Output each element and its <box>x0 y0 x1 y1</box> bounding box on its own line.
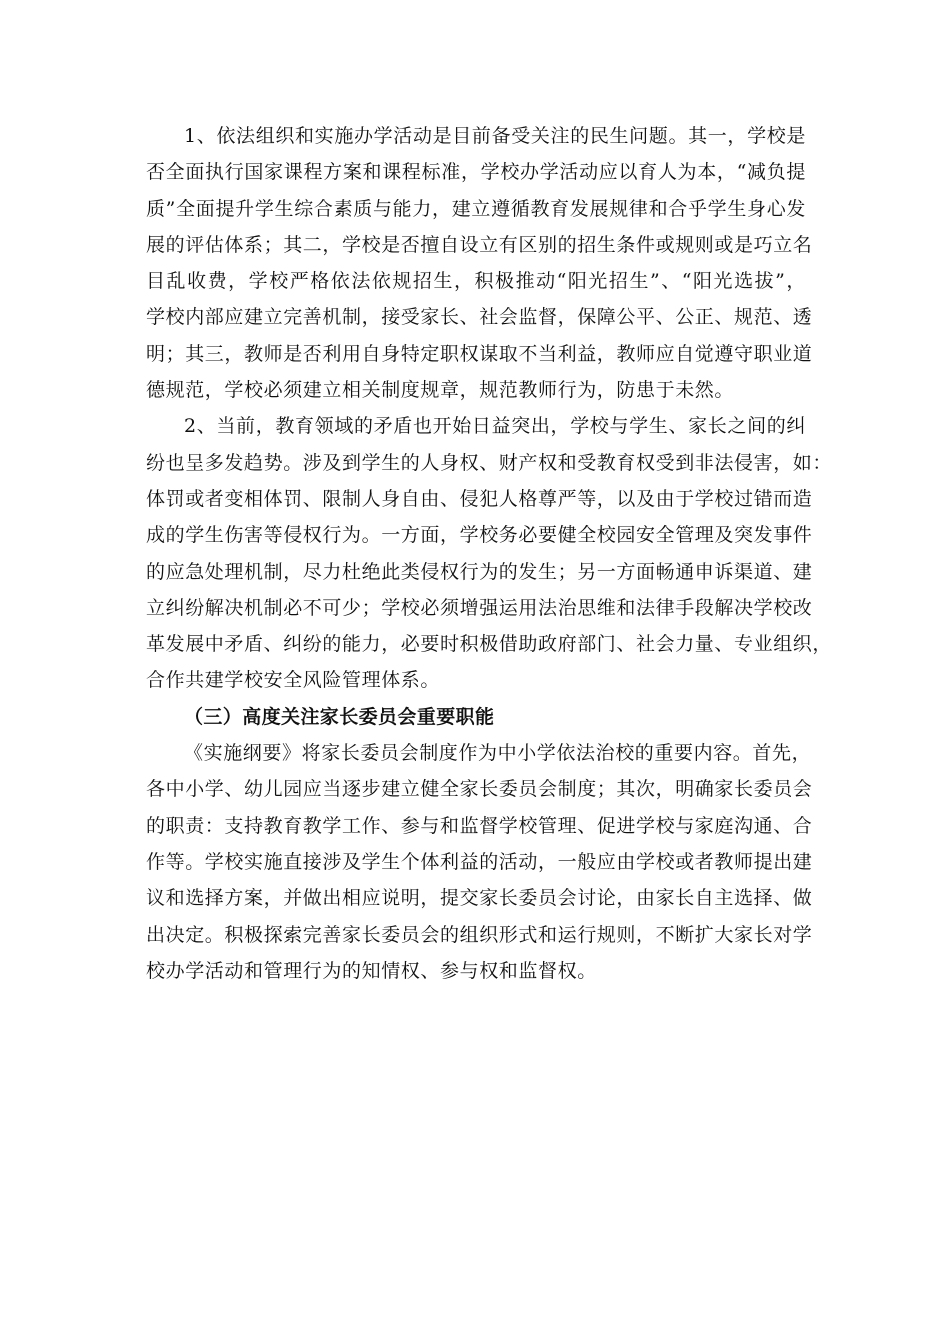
paragraph-line: 议和选择方案，并做出相应说明，提交家长委员会讨论，由家长自主选择、做 <box>146 887 813 910</box>
paragraph-line: 纷也呈多发趋势。涉及到学生的人身权、财产权和受教育权受到非法侵害，如： <box>146 451 833 474</box>
document-body <box>146 118 833 989</box>
paragraph-line: 校办学活动和管理行为的知情权、参与权和监督权。 <box>146 959 597 982</box>
paragraph-line: 目乱收费，学校严格依法依规招生，积极推动“阳光招生”、“阳光选拔”， <box>146 270 806 293</box>
paragraph-line: 出决定。积极探索完善家长委员会的组织形式和运行规则，不断扩大家长对学 <box>146 923 813 946</box>
paragraph-line: 质”全面提升学生综合素质与能力，建立遵循教育发展规律和合乎学生身心发 <box>146 197 806 220</box>
paragraph-line: 作等。学校实施直接涉及学生个体利益的活动，一般应由学校或者教师提出建 <box>146 850 813 873</box>
paragraph-line: 德规范，学校必须建立相关制度规章，规范教师行为，防患于未然。 <box>146 379 735 402</box>
paragraph-line: 成的学生伤害等侵权行为。一方面，学校务必要健全校园安全管理及突发事件 <box>146 524 813 547</box>
paragraph-line: 体罚或者变相体罚、限制人身自由、侵犯人格尊严等，以及由于学校过错而造 <box>146 487 813 510</box>
paragraph-line: 合作共建学校安全风险管理体系。 <box>146 669 441 692</box>
paragraph-line: 明；其三，教师是否利用自身特定职权谋取不当利益，教师应自觉遵守职业道 <box>146 342 813 365</box>
section-heading: （三）高度关注家长委员会重要职能 <box>184 705 495 728</box>
paragraph-line: 各中小学、幼儿园应当逐步建立健全家长委员会制度；其次，明确家长委员会 <box>146 778 813 801</box>
paragraph-line: 的职责：支持教育教学工作、参与和监督学校管理、促进学校与家庭沟通、合 <box>146 814 813 837</box>
paragraph-line: 的应急处理机制，尽力杜绝此类侵权行为的发生；另一方面畅通申诉渠道、建 <box>146 560 813 583</box>
paragraph-line: 否全面执行国家课程方案和课程标准，学校办学活动应以育人为本，“减负提 <box>146 161 806 184</box>
paragraph-line: 学校内部应建立完善机制，接受家长、社会监督，保障公平、公正、规范、透 <box>146 306 813 329</box>
paragraph-line: 展的评估体系；其二，学校是否擅自设立有区别的招生条件或规则或是巧立名 <box>146 233 813 256</box>
paragraph-line: 立纠纷解决机制必不可少；学校必须增强运用法治思维和法律手段解决学校改 <box>146 596 813 619</box>
paragraph-line: 《实施纲要》将家长委员会制度作为中小学依法治校的重要内容。首先， <box>184 742 812 765</box>
paragraph-line: 革发展中矛盾、纠纷的能力，必要时积极借助政府部门、社会力量、专业组织， <box>146 633 833 656</box>
paragraph-line: 2、当前，教育领域的矛盾也开始日益突出，学校与学生、家长之间的纠 <box>184 415 806 438</box>
paragraph-line: 1、依法组织和实施办学活动是目前备受关注的民生问题。其一，学校是 <box>184 125 806 147</box>
